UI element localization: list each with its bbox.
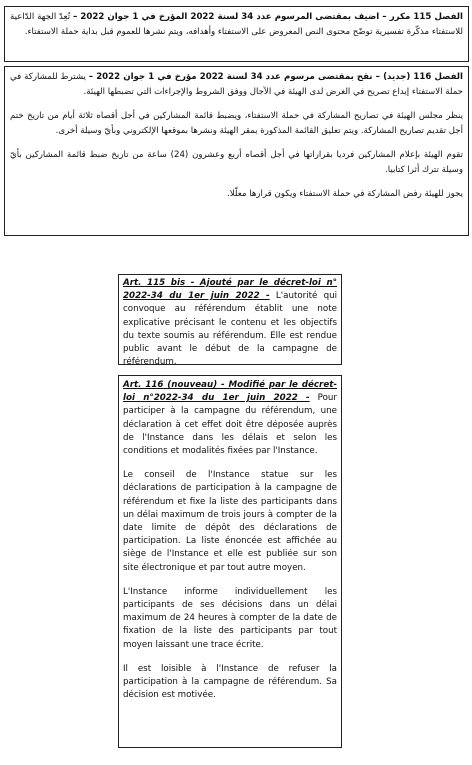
french-article-116-heading: Art. 116 (nouveau) - Modifié par le décret- loi n°2022-34 du 1er juin 2022 -	[123, 380, 337, 404]
arabic-article-116	[4, 66, 469, 236]
french-article-115-paragraph	[123, 277, 337, 369]
french-article-116	[118, 375, 342, 748]
french-article-116-paragraph-1	[123, 379, 337, 458]
arabic-article-116-heading: الفصل 116 (جديد) – نقح بمقتضى مرسوم عدد 34 لسنة 2022 مؤرخ في 1 جوان 2022 –	[88, 72, 463, 82]
french-article-116-paragraph-3: L'Instance informe individuellement les participants de ses décisions dans un délai maximum de 24 heures à compter de la date de fixation de la liste des participants par tout moyen laissant une trace écrite.	[123, 586, 337, 650]
arabic-article-116-paragraph-4: يجوز للهيئة رفض المشاركة في حملة الاستفتاء ويكون قرارها معلّلا.	[227, 189, 463, 199]
arabic-article-116-paragraph-1	[10, 70, 463, 100]
french-article-116-text-1: Pour participer à la campagne du référendum, une déclaration à cet effet doit être déposée auprès de l'Instance dans les délais et selon les conditions et modalités fixées par l'Instance.	[123, 393, 337, 457]
french-article-116-paragraph-2: Le conseil de l'Instance statue sur les déclarations de participation à la campagne de référendum et fixe la liste des participants dans un délai maximum de trois jours à compter de la date limite de dépôt des déclarations de participation. La liste énoncée est affichée au siège de l'Instance et elle est publiée sur son site électronique et par tout autre moyen.	[123, 470, 337, 573]
arabic-article-115-body: تُعِدّ الجهة الدّاعية للاستفتاء مذكّرة تفسيرية توضّح محتوى النص المعروض على الاستفتاء وأهدافه، ويتم نشرها للعموم قبل بداية حملة الاستفتاء.	[10, 12, 463, 37]
french-article-115-bis	[118, 274, 342, 368]
arabic-article-116-paragraph-3: تقوم الهيئة بإعلام المشاركين فرديا بقراراتها في أجل أقصاه أربع وعشرون (24) ساعة من تاريخ ضبط قائمة المشاركين بأيّ وسيلة تترك أثرا كتابيا.	[10, 150, 463, 175]
arabic-article-116-paragraph-2: ينظر مجلس الهيئة في تصاريح المشاركة في حملة الاستفتاء، ويضبط قائمة المشاركين في أجل أقصاه ثلاثة أيام من تاريخ ختم أجل تقديم تصاريح المشاركة. ويتم تعليق القائمة المذكورة بمقر الهيئة ونشرها بموقعها الإلكتروني وبأيّ وسيلة أخرى.	[10, 111, 463, 136]
arabic-article-115-heading: الفصل 115 مكرر – اضيف بمقتضى المرسوم عدد 34 لسنة 2022 المؤرخ في 1 جوان 2022 –	[72, 12, 463, 22]
french-article-116-paragraph-4: Il est loisible à l'Instance de refuser la participation à la campagne de référendum. Sa décision est motivée.	[123, 663, 337, 701]
french-article-115-heading: Art. 115 bis - Ajouté par le décret-loi n° 2022-34 du 1er juin 2022 -	[123, 278, 337, 302]
arabic-article-116-text-1: يشترط للمشاركة في حملة الاستفتاء إيداع تصريح في الغرض لدى الهيئة في الآجال ووفق الشروط والإجراءات التي تضبطها الهيئة.	[10, 72, 463, 97]
arabic-article-115-bis	[4, 6, 469, 62]
french-article-115-body: L'autorité qui convoque au référendum établit une note explicative précisant le contenu et les objectifs du texte soumis au référendum. Elle est rendue public avant le début de la campagne de référendum.	[123, 291, 337, 368]
arabic-article-115-paragraph	[10, 10, 463, 39]
